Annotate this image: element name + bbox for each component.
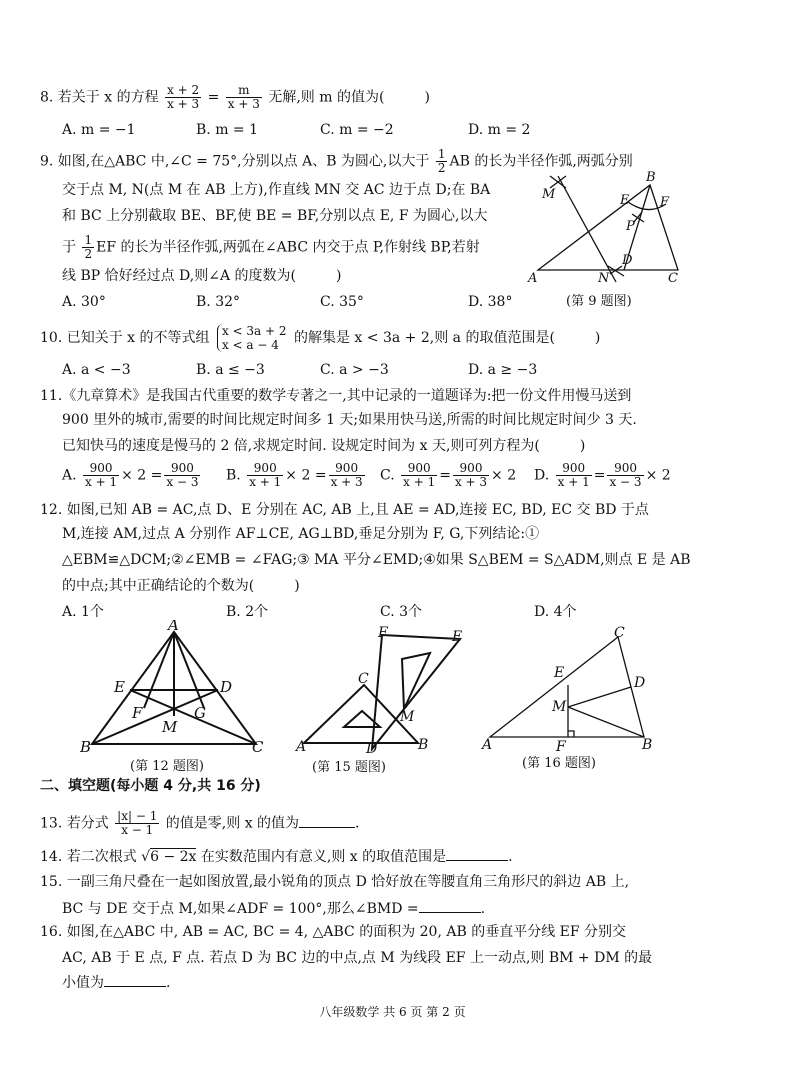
q13-stem: 13. 若分式 $\frac{|x| - 1}{x - 1}$ 的值是零,则 x 的值为 . bbox=[40, 809, 360, 837]
fig9-line-mn bbox=[558, 176, 616, 282]
fig9-label-d: D bbox=[622, 253, 633, 268]
svg-text:B: B bbox=[80, 738, 92, 756]
q11-option-a: A. $\frac{900}{x + 1}$ × 2 = $\frac{900}{x - 3}$ bbox=[62, 461, 199, 489]
svg-text:E: E bbox=[452, 629, 463, 645]
q9-line1: 9. 如图,在△ABC 中,∠C = 75°,分别以点 A、B 为圆心,以大于 $\frac{1}{2}$ AB 的长为半径作弧,两弧分别 bbox=[40, 147, 633, 175]
q13-fraction: $\frac{|x| - 1}{x - 1}$ bbox=[117, 809, 158, 837]
fig9-label-f: F bbox=[660, 195, 670, 210]
q14-stem: 14. 若二次根式 √6 − 2x 在实数范围内有意义,则 x 的取值范围是 . bbox=[40, 846, 513, 867]
q13-answer-blank bbox=[299, 813, 355, 828]
fig9-triangle bbox=[538, 185, 678, 270]
svg-text:A: A bbox=[168, 620, 179, 634]
q12-line3: △EBM≌△DCM;②∠EMB = ∠FAG;③ MA 平分∠EMD;④如果 S△BEM = S△ADM,则点 E 是 AB bbox=[62, 552, 691, 568]
svg-text:M: M bbox=[400, 709, 415, 725]
q9-option-c: C. 35° bbox=[320, 294, 364, 310]
q8-option-c: C. m = −2 bbox=[320, 122, 394, 138]
figure-12 bbox=[80, 620, 270, 780]
q12-option-a: A. 1个 bbox=[62, 604, 104, 620]
q11-line3: 已知快马的速度是慢马的 2 倍,求规定时间. 设规定时间为 x 天,则可列方程为( ) bbox=[62, 438, 586, 454]
svg-text:B: B bbox=[642, 737, 653, 753]
svg-text:M: M bbox=[162, 718, 178, 736]
section-fill-in: 二、填空题(每小题 4 分,共 16 分) bbox=[40, 778, 261, 794]
svg-text:D: D bbox=[220, 678, 233, 696]
q14-radical: √6 − 2x bbox=[141, 849, 197, 865]
fig9-label-a: A bbox=[528, 271, 538, 286]
q8-option-a: A. m = −1 bbox=[62, 122, 136, 138]
q11-line2: 900 里外的城市,需要的时间比规定时间多 1 天;如果用快马送,所需的时间比规定时间少 3 天. bbox=[62, 412, 637, 428]
svg-text:A: A bbox=[482, 737, 493, 753]
svg-text:A: A bbox=[296, 739, 307, 755]
q9-option-b: B. 32° bbox=[196, 294, 241, 310]
q9-line2: 交于点 M, N(点 M 在 AB 上方),作直线 MN 交 AC 边于点 D;在 BA bbox=[62, 182, 491, 198]
q10-option-a: A. a < −3 bbox=[62, 362, 131, 378]
q8-fraction-left: $\frac{x + 2}{x + 3}$ bbox=[167, 83, 200, 111]
q12-option-b: B. 2个 bbox=[226, 604, 269, 620]
figure-9 bbox=[520, 170, 720, 315]
q9-option-a: A. 30° bbox=[62, 294, 106, 310]
figure-15 bbox=[292, 625, 472, 780]
svg-text:F: F bbox=[132, 704, 143, 722]
q9-half-fraction: $\frac{1}{2}$ bbox=[437, 147, 446, 175]
svg-text:(第 16 题图): (第 16 题图) bbox=[522, 756, 596, 771]
q12-line4: 的中点;其中正确结论的个数为( ) bbox=[62, 578, 300, 594]
svg-text:B: B bbox=[418, 737, 429, 753]
fig9-caption: (第 9 题图) bbox=[566, 294, 632, 309]
q10-option-c: C. a > −3 bbox=[320, 362, 389, 378]
fig9-label-n: N bbox=[598, 271, 610, 286]
q9-line3: 和 BC 上分别截取 BE、BF,使 BE = BF,分别以点 E, F 为圆心,以大 bbox=[62, 208, 488, 224]
q12-line1: 12. 如图,已知 AB = AC,点 D、E 分别在 AC, AB 上,且 AE = AD,连接 EC, BD, EC 交 BD 于点 bbox=[40, 502, 649, 518]
q14-answer-blank bbox=[446, 846, 508, 861]
svg-text:F: F bbox=[556, 739, 566, 755]
q9-line5: 线 BP 恰好经过点 D,则∠A 的度数为( ) bbox=[62, 268, 342, 284]
svg-text:C: C bbox=[358, 671, 369, 687]
q11-option-c: C. $\frac{900}{x + 1}$ = $\frac{900}{x + 3}$ × 2 bbox=[380, 461, 517, 489]
q10-stem: 10. 已知关于 x 的不等式组 x < 3a + 2 x < a − 4 的解集是 x < 3a + 2,则 a 的取值范围是( ) bbox=[40, 324, 601, 352]
q15-answer-blank bbox=[419, 898, 481, 913]
svg-text:C: C bbox=[252, 738, 264, 756]
svg-text:(第 12 题图): (第 12 题图) bbox=[130, 759, 204, 774]
q11-option-d: D. $\frac{900}{x + 1}$ = $\frac{900}{x - 3}$ × 2 bbox=[534, 461, 671, 489]
svg-text:M: M bbox=[552, 699, 567, 715]
q16-line3: 小值为 . bbox=[62, 972, 170, 993]
q16-answer-blank bbox=[104, 972, 166, 987]
q11-line1: 11.《九章算术》是我国古代重要的数学专著之一,其中记录的一道题译为:把一份文件用慢马送到 bbox=[40, 388, 632, 404]
q9-option-d: D. 38° bbox=[468, 294, 513, 310]
fig9-label-m: M bbox=[542, 187, 556, 202]
figure-16 bbox=[480, 625, 660, 775]
q12-line2: M,连接 AM,过点 A 分别作 AF⊥CE, AG⊥BD,垂足分别为 F, G,下列结论:① bbox=[62, 526, 540, 542]
q12-option-d: D. 4个 bbox=[534, 604, 577, 620]
svg-text:E: E bbox=[554, 665, 565, 681]
svg-text:(第 15 题图): (第 15 题图) bbox=[312, 760, 386, 775]
q8-option-d: D. m = 2 bbox=[468, 122, 531, 138]
q9-half-fraction-2: $\frac{1}{2}$ bbox=[84, 233, 93, 261]
fig9-label-e: E bbox=[620, 193, 630, 208]
svg-text:D: D bbox=[366, 741, 378, 757]
q12-option-c: C. 3个 bbox=[380, 604, 423, 620]
fig9-label-b: B bbox=[646, 170, 656, 185]
svg-text:G: G bbox=[194, 704, 206, 722]
svg-text:E: E bbox=[114, 678, 125, 696]
q15-line2: BC 与 DE 交于点 M,如果∠ADF = 100°,那么∠BMD = . bbox=[62, 898, 485, 919]
q16-line2: AC, AB 于 E 点, F 点. 若点 D 为 BC 边的中点,点 M 为线段 EF 上一动点,则 BM + DM 的最 bbox=[62, 950, 653, 966]
q10-option-d: D. a ≥ −3 bbox=[468, 362, 538, 378]
q8-fraction-right: $\frac{m}{x + 3}$ bbox=[227, 83, 260, 111]
fig9-label-p: P bbox=[626, 219, 635, 234]
q11-option-b: B. $\frac{900}{x + 1}$ × 2 = $\frac{900}{x + 3}$ bbox=[226, 461, 363, 489]
q10-inequality-system: x < 3a + 2 x < a − 4 bbox=[217, 324, 287, 352]
svg-text:F: F bbox=[378, 625, 388, 641]
page-footer: 八年级数学 共 6 页 第 2 页 bbox=[319, 1005, 466, 1019]
q9-line4: 于 $\frac{1}{2}$ EF 的长为半径作弧,两弧在∠ABC 内交于点 P,作射线 BP,若射 bbox=[62, 233, 480, 261]
svg-text:C: C bbox=[614, 625, 625, 641]
svg-text:D: D bbox=[634, 675, 646, 691]
q15-line1: 15. 一副三角尺叠在一起如图放置,最小锐角的顶点 D 恰好放在等腰直角三角形尺的斜边 AB 上, bbox=[40, 874, 630, 890]
q10-option-b: B. a ≤ −3 bbox=[196, 362, 265, 378]
q16-line1: 16. 如图,在△ABC 中, AB = AC, BC = 4, △ABC 的面积为 20, AB 的垂直平分线 EF 分别交 bbox=[40, 924, 627, 940]
q8-stem: 8. 若关于 x 的方程 $\frac{x + 2}{x + 3}$ = $\frac{m}{x + 3}$ 无解,则 m 的值为( ) bbox=[40, 83, 430, 111]
q8-option-b: B. m = 1 bbox=[196, 122, 259, 138]
fig9-label-c: C bbox=[668, 271, 678, 286]
